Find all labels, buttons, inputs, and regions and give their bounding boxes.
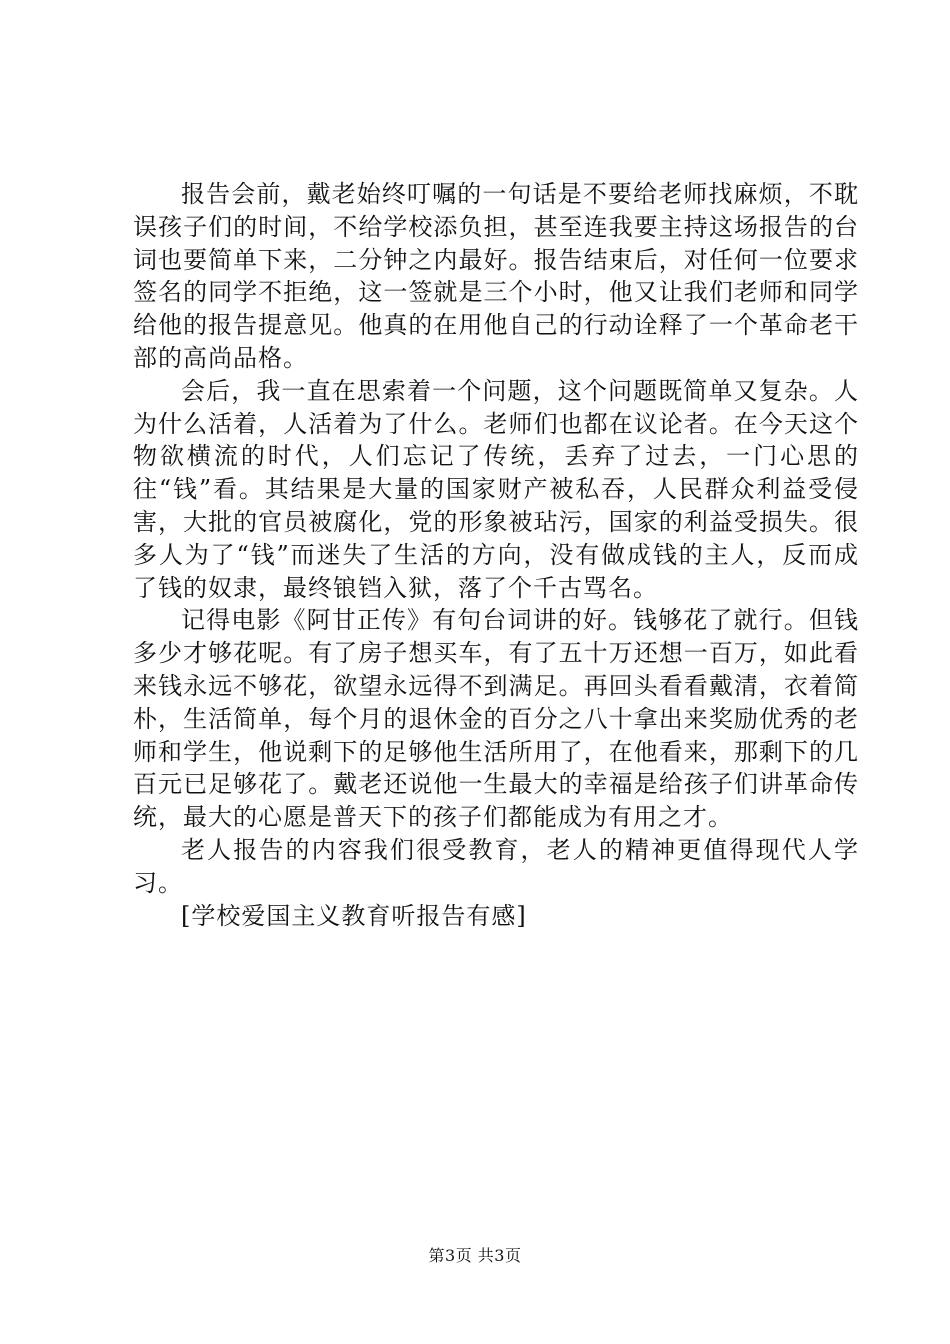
paragraph-3: 记得电影《阿甘正传》有句台词讲的好。钱够花了就行。但钱多少才够花呢。有了房子想买车，有了五十万还想一百万，如此看来钱永远不够花，欲望永远得不到满足。再回头看看戴清，衣着简朴，生活简单，每个月的退休金的百分之八十拿出来奖励优秀的老师和学生，他说剩下的足够他生活所用了，在他看来，那剩下的几百元已足够花了。戴老还说他一生最大的幸福是给孩子们讲革命传统，最大的心愿是普天下的孩子们都能成为有用之才。	[133, 606, 859, 832]
page-number-footer: 第3页 共3页	[428, 1246, 522, 1265]
paragraph-1: 报告会前，戴老始终叮嘱的一句话是不要给老师找麻烦，不耽误孩子们的时间，不给学校添负担，甚至连我要主持这场报告的台词也要简单下来，二分钟之内最好。报告结束后，对任何一位要求签名的同学不拒绝，这一签就是三个小时，他又让我们老师和同学给他的报告提意见。他真的在用他自己的行动诠释了一个革命老干部的高尚品格。	[133, 180, 859, 372]
document-body	[133, 178, 859, 932]
source-tag: [学校爱国主义教育听报告有感]	[181, 901, 527, 930]
paragraph-2: 会后，我一直在思索着一个问题，这个问题既简单又复杂。人为什么活着，人活着为了什么。老师们也都在议论者。在今天这个物欲横流的时代，人们忘记了传统，丢弃了过去，一门心思的往“钱”看。其结果是大量的国家财产被私吞，人民群众利益受侵害，大批的官员被腐化，党的形象被玷污，国家的利益受损失。很多人为了“钱”而迷失了生活的方向，没有做成钱的主人，反而成了钱的奴隶，最终锒铛入狱，落了个千古骂名。	[133, 376, 859, 602]
paragraph-4: 老人报告的内容我们很受教育，老人的精神更值得现代人学习。	[133, 835, 859, 897]
